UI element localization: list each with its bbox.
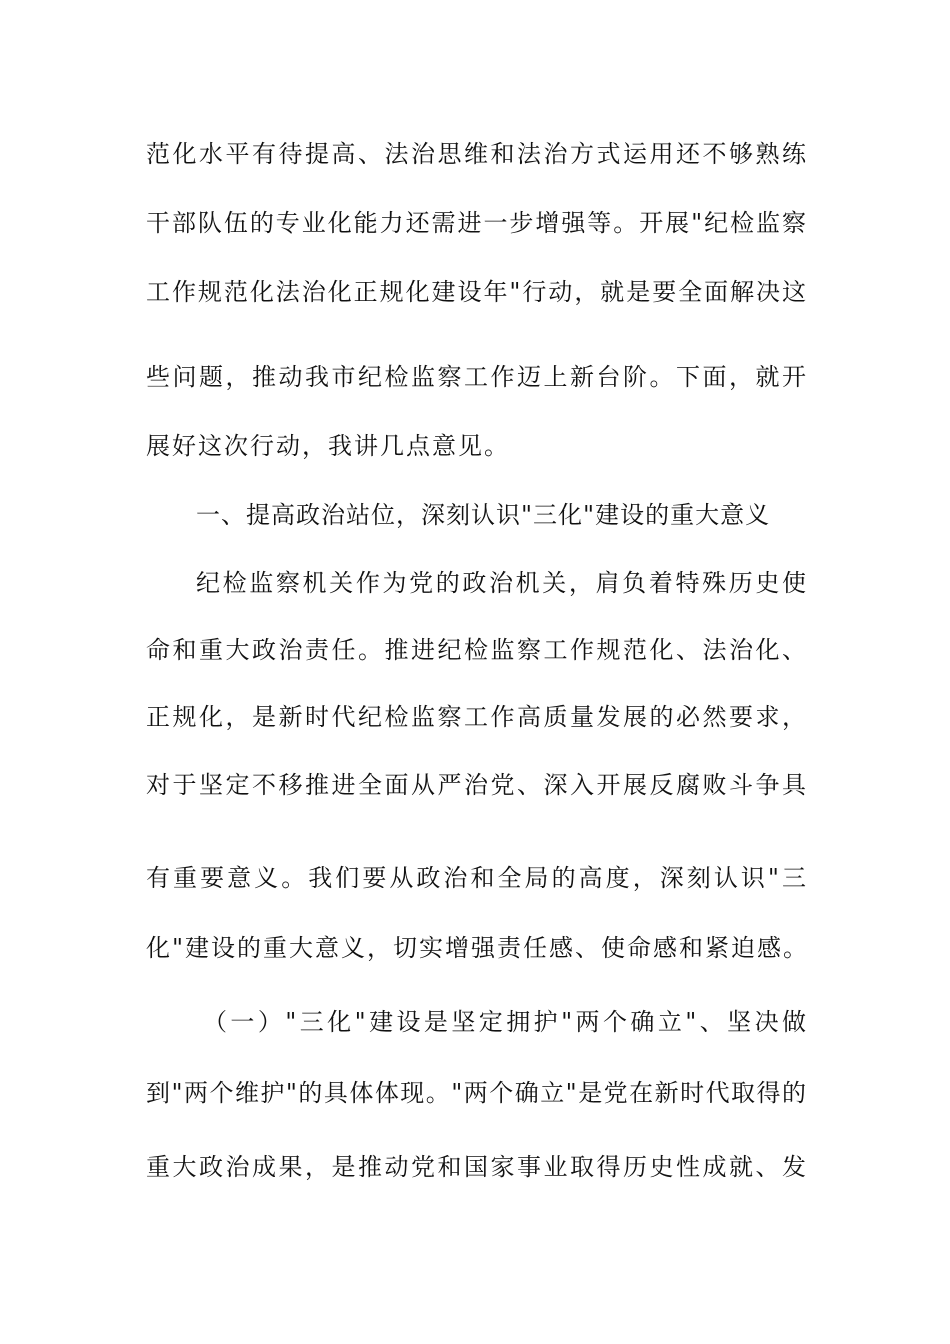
text-line: 纪检监察机关作为党的政治机关，肩负着特殊历史使 [196, 569, 806, 597]
text-line: 展好这次行动，我讲几点意见。 [146, 432, 510, 460]
text-line: 到"两个维护"的具体体现。"两个确立"是党在新时代取得的 [146, 1079, 806, 1107]
text-line: 些问题，推动我市纪检监察工作迈上新台阶。下面，就开 [146, 363, 806, 391]
text-line: 重大政治成果，是推动党和国家事业取得历史性成就、发 [146, 1153, 806, 1181]
section-heading: 一、提高政治站位，深刻认识"三化"建设的重大意义 [196, 501, 771, 529]
text-line: 正规化，是新时代纪检监察工作高质量发展的必然要求， [146, 703, 806, 731]
text-line: 有重要意义。我们要从政治和全局的高度，深刻认识"三 [146, 864, 806, 892]
text-line: 范化水平有待提高、法治思维和法治方式运用还不够熟练 [146, 140, 806, 168]
text-line: 干部队伍的专业化能力还需进一步增强等。开展"纪检监察 [146, 209, 806, 237]
text-line: 工作规范化法治化正规化建设年"行动，就是要全面解决这 [146, 278, 806, 306]
subsection-heading-line: （一）"三化"建设是坚定拥护"两个确立"、坚决做 [203, 1008, 806, 1036]
text-line: 对于坚定不移推进全面从严治党、深入开展反腐败斗争具 [146, 771, 806, 799]
text-line: 命和重大政治责任。推进纪检监察工作规范化、法治化、 [146, 636, 806, 664]
text-line: 化"建设的重大意义，切实增强责任感、使命感和紧迫感。 [146, 934, 810, 962]
